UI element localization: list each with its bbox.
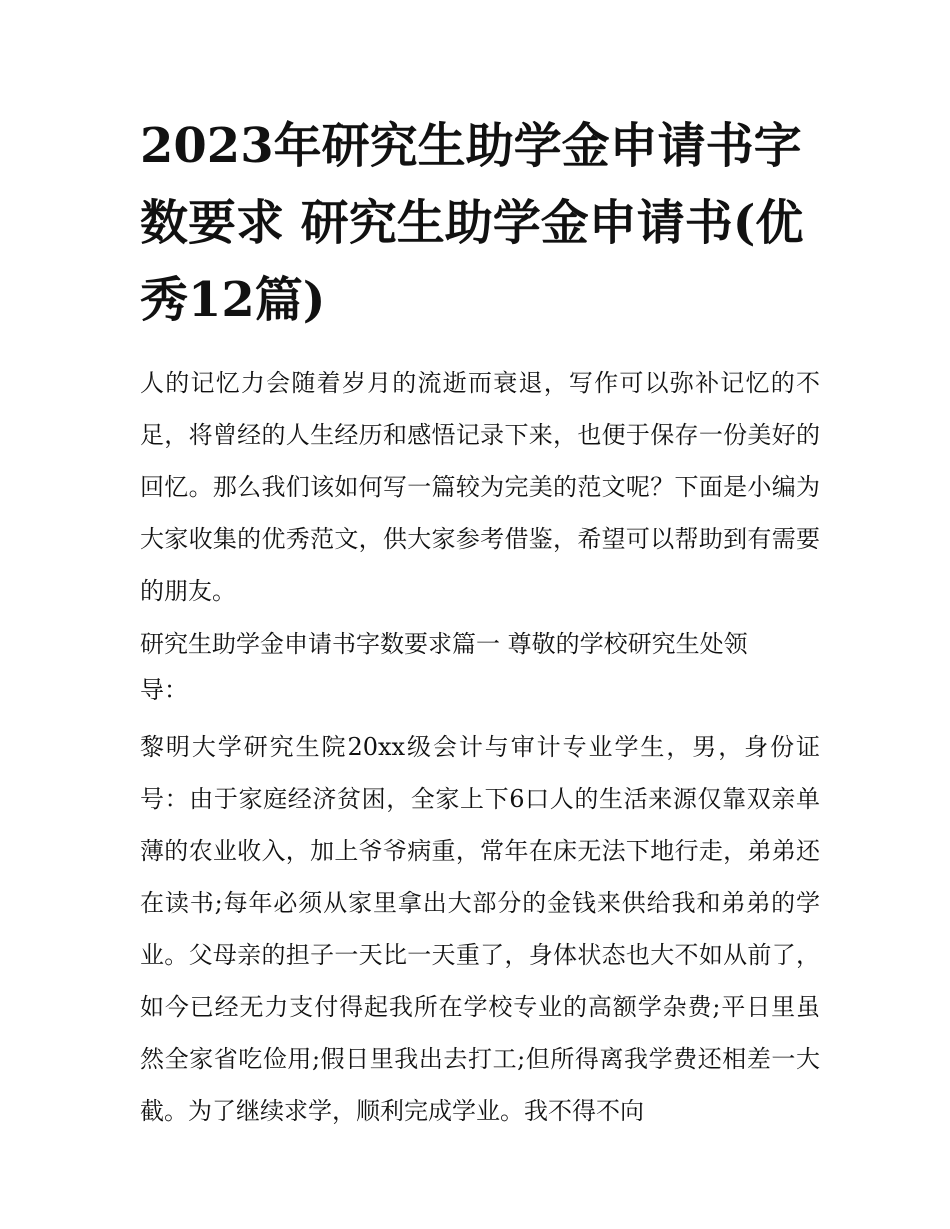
body-paragraph: 黎明大学研究生院20xx级会计与审计专业学生，男，身份证号：由于家庭经济贫困，全家上下6口人的生活来源仅靠双亲单薄的农业收入，加上爷爷病重，常年在床无法下地行走，弟弟还在读书;每年必须从家里拿出大部分的金钱来供给我和弟弟的学业。父母亲的担子一天比一天重了，身体状态也大不如从前了，如今已经无力支付得起我所在学校专业的高额学杂费;平日里虽然全家省吃俭用;假日里我出去打工;但所得离我学费还相差一大截。为了继续求学，顺利完成学业。我不得不向 [140,733,820,1125]
intro-paragraph: 人的记忆力会随着岁月的流逝而衰退，写作可以弥补记忆的不足，将曾经的人生经历和感悟记录下来，也便于保存一份美好的回忆。那么我们该如何写一篇较为完美的范文呢？下面是小编为大家收集的优秀范文，供大家参考借鉴，希望可以帮助到有需要的朋友。 [140,369,820,605]
document-body [140,108,820,1144]
document-title: 2023年研究生助学金申请书字数要求 研究生助学金申请书(优秀12篇) [140,118,804,328]
section-heading-paragraph: 研究生助学金申请书字数要求篇一 尊敬的学校研究生处领导： [140,630,748,704]
